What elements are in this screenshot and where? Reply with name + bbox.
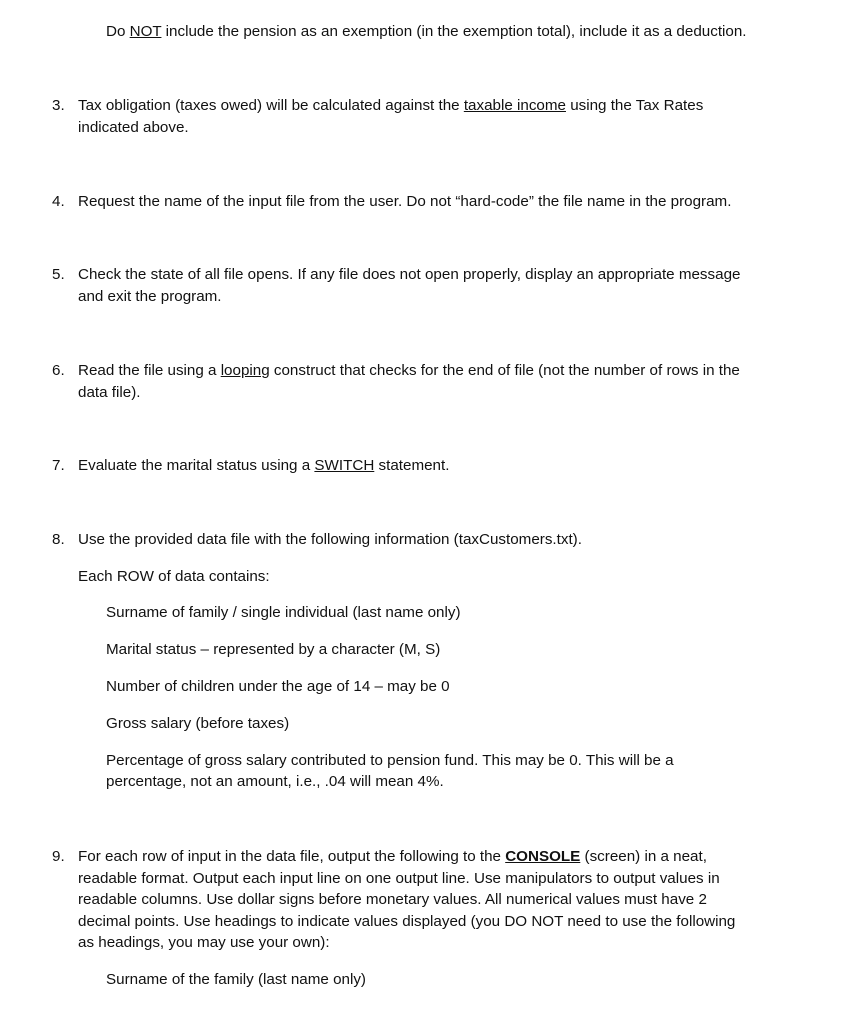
list-number: 7. (52, 457, 65, 474)
list-item-text (78, 455, 449, 477)
list-number: 4. (52, 193, 65, 210)
data-field-pension: Percentage of gross salary contributed to pension fund. This may be 0. This will be a (106, 752, 674, 769)
list-item-text (78, 846, 707, 868)
underlined-term: looping (220, 362, 270, 379)
data-field-children: Number of children under the age of 14 – may be 0 (106, 678, 450, 695)
text-run: For each row of input in the data file, output the following to the (78, 848, 506, 865)
text-run: Tax obligation (taxes owed) will be calculated against the (78, 97, 464, 114)
list-item-text: Request the name of the input file from the user. Do not “hard-code” the file name in the program. (78, 193, 732, 210)
list-item-text-continued: data file). (78, 384, 141, 401)
list-item-text-continued: indicated above. (78, 119, 189, 136)
bold-underlined-term: CONSOLE (505, 848, 581, 865)
pension-note-text-end: include the pension as an exemption (in the exemption total), include it as a deduction. (161, 23, 747, 40)
list-number: 6. (52, 362, 65, 379)
text-run: (screen) in a neat, (580, 848, 707, 865)
list-item-text (78, 95, 703, 117)
row-contents-label: Each ROW of data contains: (78, 568, 270, 585)
output-field-surname: Surname of the family (last name only) (106, 971, 366, 988)
list-item-text-continued: readable format. Output each input line on one output line. Use manipulators to output values in (78, 870, 720, 887)
text-run: Read the file using a (78, 362, 221, 379)
pension-note-text: Do (106, 23, 130, 40)
list-item-text-continued: and exit the program. (78, 288, 222, 305)
list-item-text: Use the provided data file with the following information (taxCustomers.txt). (78, 531, 582, 548)
text-run: Evaluate the marital status using a (78, 457, 315, 474)
data-field-pension-continued: percentage, not an amount, i.e., .04 will mean 4%. (106, 773, 444, 790)
list-item-text (78, 360, 740, 382)
underlined-term: SWITCH (314, 457, 375, 474)
list-item-text-continued: decimal points. Use headings to indicate values displayed (you DO NOT need to use the following (78, 913, 736, 930)
pension-note (106, 21, 747, 43)
list-number: 5. (52, 266, 65, 283)
data-field-gross-salary: Gross salary (before taxes) (106, 715, 290, 732)
list-item-text: Check the state of all file opens. If any file does not open properly, display an appropriate message (78, 266, 741, 283)
text-run: construct that checks for the end of file (not the number of rows in the (269, 362, 740, 379)
list-number: 8. (52, 531, 65, 548)
list-item-text-continued: readable columns. Use dollar signs before monetary values. All numerical values must have 2 (78, 891, 707, 908)
list-item-text-continued: as headings, you may use your own): (78, 934, 330, 951)
pension-note-emphasis: NOT (129, 23, 162, 40)
list-number: 9. (52, 848, 65, 865)
text-run: using the Tax Rates (565, 97, 704, 114)
underlined-term: taxable income (463, 97, 566, 114)
data-field-surname: Surname of family / single individual (last name only) (106, 604, 461, 621)
list-number: 3. (52, 97, 65, 114)
text-run: statement. (374, 457, 450, 474)
data-field-marital-status: Marital status – represented by a character (M, S) (106, 641, 441, 658)
